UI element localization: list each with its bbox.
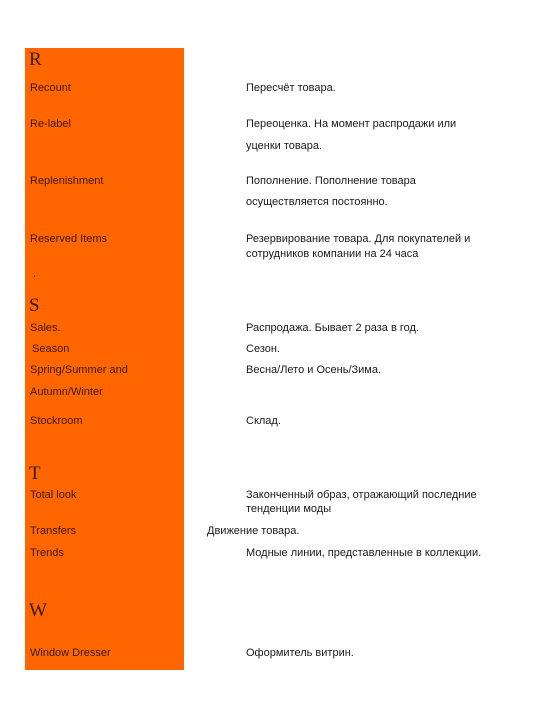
section-letter-r: R — [29, 49, 42, 70]
def-season: Сезон. — [246, 343, 280, 355]
term-reserved-items: Reserved Items — [30, 233, 108, 245]
def-total-look-line1: Законченный образ, отражающий последние — [246, 489, 477, 501]
def-total-look-line2: тенденции моды — [246, 503, 332, 515]
term-stockroom: Stockroom — [30, 415, 83, 427]
def-sales: Распродажа. Бывает 2 раза в год. — [246, 322, 419, 334]
def-trends: Модные линии, представленные в коллекции. — [246, 547, 482, 559]
def-spring: Весна/Лето и Осень/Зима. — [246, 364, 382, 376]
term-total-look: Total look — [30, 489, 77, 501]
term-relabel: Re-label — [30, 118, 71, 130]
term-trends: Trends — [30, 547, 64, 559]
term-spring-line1: Spring/Summer and — [30, 364, 128, 376]
def-recount: Пересчёт товара. — [246, 82, 336, 94]
orange-sidebar — [25, 48, 184, 670]
stray-mark: . — [33, 268, 37, 280]
term-window-dresser: Window Dresser — [30, 647, 111, 659]
def-stockroom: Склад. — [246, 415, 281, 427]
term-season: Season — [32, 343, 70, 355]
def-transfers: Движение товара. — [207, 525, 300, 537]
term-recount: Recount — [30, 82, 71, 94]
def-reserved-line2: сотрудников компании на 24 часа — [246, 248, 419, 260]
def-relabel-line2: уценки товара. — [246, 140, 323, 152]
def-relabel-line1: Переоценка. На момент распродажи или — [246, 118, 457, 130]
def-window-dresser: Оформитель витрин. — [246, 647, 354, 659]
def-replenishment-line2: осуществляется постоянно. — [246, 196, 388, 208]
def-reserved-line1: Резервирование товара. Для покупателей и — [246, 233, 471, 245]
term-sales: Sales. — [30, 322, 61, 334]
section-letter-t: T — [29, 463, 41, 484]
section-letter-s: S — [29, 295, 40, 316]
term-spring-line2: Autumn/Winter — [30, 386, 103, 398]
term-replenishment: Replenishment — [30, 175, 104, 187]
def-replenishment-line1: Пополнение. Пополнение товара — [246, 175, 416, 187]
term-transfers: Transfers — [30, 525, 77, 537]
section-letter-w: W — [29, 600, 47, 621]
